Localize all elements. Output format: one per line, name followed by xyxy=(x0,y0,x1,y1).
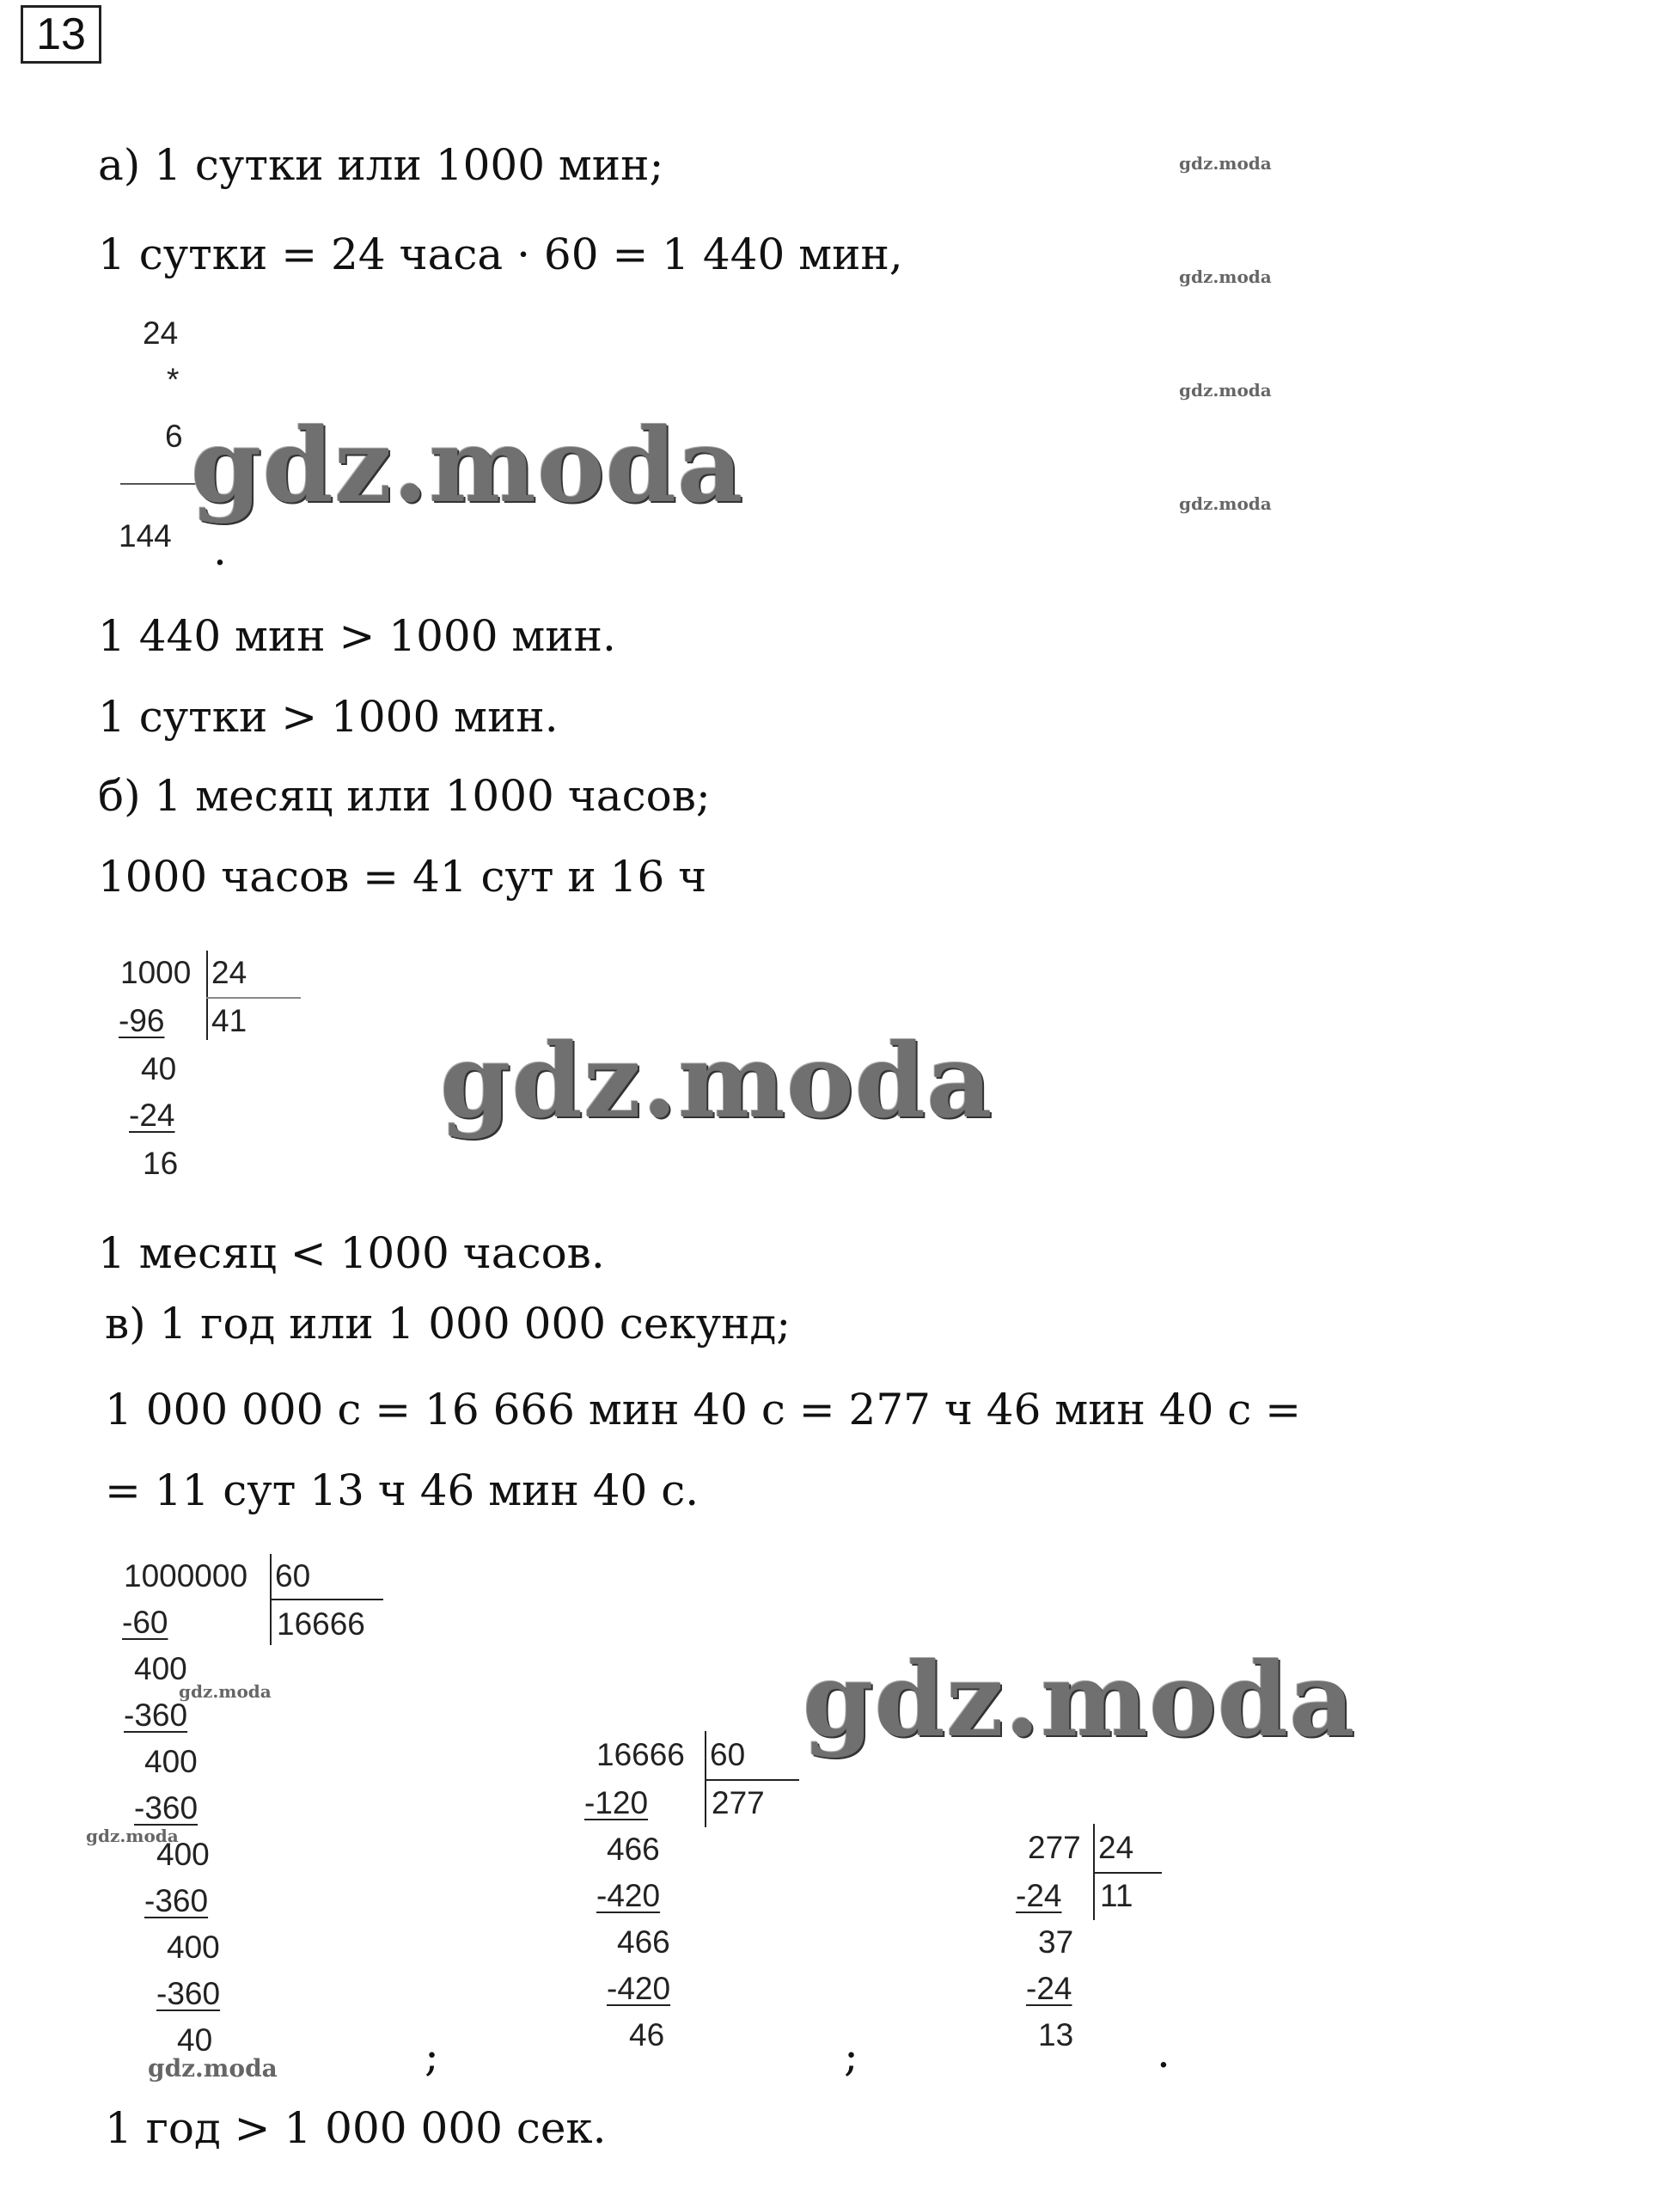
div3-divisor: 24 xyxy=(1098,1830,1134,1865)
div3-row: -24 xyxy=(1026,1971,1072,2006)
div2-row: 466 xyxy=(607,1832,660,1867)
mult-top: 24 xyxy=(143,315,179,351)
div2-row: 466 xyxy=(617,1924,670,1960)
part-c-equation-1: 1 000 000 с = 16 666 мин 40 с = 277 ч 46 мин 40 с = xyxy=(105,1385,1302,1434)
div1-row: 400 xyxy=(156,1837,210,1872)
end-dot: . xyxy=(1157,2028,1170,2077)
watermark-small: gdz.moda xyxy=(148,2054,278,2083)
div-b-row-2: 40 xyxy=(141,1051,177,1086)
watermark-large-3: gdz.moda xyxy=(803,1640,1356,1759)
div1-row: -360 xyxy=(134,1790,199,1826)
task-number: 13 xyxy=(21,5,101,64)
div2-row: 46 xyxy=(629,2017,665,2052)
div-b-dividend: 1000 xyxy=(120,955,192,990)
div1-row: -60 xyxy=(122,1605,168,1640)
div1-dividend: 1000000 xyxy=(124,1558,248,1593)
div1-row: -360 xyxy=(156,1976,221,2011)
part-a-equation: 1 сутки = 24 часа · 60 = 1 440 мин, xyxy=(98,229,903,279)
div2-row: -420 xyxy=(596,1878,661,1913)
mult-dot: . xyxy=(213,525,227,575)
div-b-row-4: 16 xyxy=(143,1146,179,1181)
div2-hline xyxy=(705,1779,799,1781)
div1-row: -360 xyxy=(124,1697,188,1733)
div1-row: 40 xyxy=(177,2022,213,2058)
watermark-small: gdz.moda xyxy=(1179,266,1272,287)
watermark-small: gdz.moda xyxy=(86,1826,179,1846)
div3-quotient: 11 xyxy=(1100,1878,1133,1913)
part-b-equation: 1000 часов = 41 сут и 16 ч xyxy=(98,852,707,902)
mult-bottom: 6 xyxy=(165,419,183,454)
div-b-row-3: -24 xyxy=(129,1098,175,1133)
div1-quotient: 16666 xyxy=(277,1606,365,1642)
div1-divisor: 60 xyxy=(275,1558,311,1593)
part-c-heading: в) 1 год или 1 000 000 секунд; xyxy=(105,1299,791,1349)
div1-hline xyxy=(270,1599,383,1600)
part-a-compare-2: 1 сутки > 1000 мин. xyxy=(98,692,559,742)
div-b-quotient: 41 xyxy=(211,1003,247,1038)
mult-operator: * xyxy=(167,362,180,397)
separator-1: ; xyxy=(425,2031,439,2081)
div2-row: -120 xyxy=(584,1785,649,1820)
watermark-small: gdz.moda xyxy=(1179,493,1272,514)
div3-row: -24 xyxy=(1016,1878,1062,1913)
watermark-small: gdz.moda xyxy=(179,1681,272,1702)
watermark-small: gdz.moda xyxy=(1179,153,1272,174)
mult-result: 144 xyxy=(119,518,172,554)
div-b-hline xyxy=(206,997,301,999)
watermark-large-1: gdz.moda xyxy=(191,406,744,525)
div1-row: 400 xyxy=(167,1930,220,1965)
part-b-heading: б) 1 месяц или 1000 часов; xyxy=(98,771,711,821)
div2-dividend: 16666 xyxy=(596,1737,685,1772)
div2-quotient: 277 xyxy=(712,1785,765,1820)
watermark-large-2: gdz.moda xyxy=(440,1021,993,1141)
part-c-compare: 1 год > 1 000 000 сек. xyxy=(105,2103,607,2153)
watermark-small: gdz.moda xyxy=(1179,380,1272,401)
part-c-equation-2: = 11 сут 13 ч 46 мин 40 с. xyxy=(105,1465,699,1515)
part-a-heading: а) 1 сутки или 1000 мин; xyxy=(98,140,664,190)
div3-row: 13 xyxy=(1038,2017,1074,2052)
div3-dividend: 277 xyxy=(1028,1830,1081,1865)
div2-divisor: 60 xyxy=(710,1737,746,1772)
div-b-row-1: -96 xyxy=(119,1003,165,1038)
div3-row: 37 xyxy=(1038,1924,1074,1960)
div-b-vline xyxy=(206,951,208,1040)
div3-hline xyxy=(1093,1872,1162,1874)
div1-row: -360 xyxy=(144,1883,209,1918)
div2-row: -420 xyxy=(607,1971,671,2006)
div1-row: 400 xyxy=(134,1651,187,1686)
part-a-compare-1: 1 440 мин > 1000 мин. xyxy=(98,611,616,661)
part-b-compare: 1 месяц < 1000 часов. xyxy=(98,1228,605,1278)
separator-2: ; xyxy=(844,2031,858,2081)
div1-row: 400 xyxy=(144,1744,198,1779)
div-b-divisor: 24 xyxy=(211,955,247,990)
